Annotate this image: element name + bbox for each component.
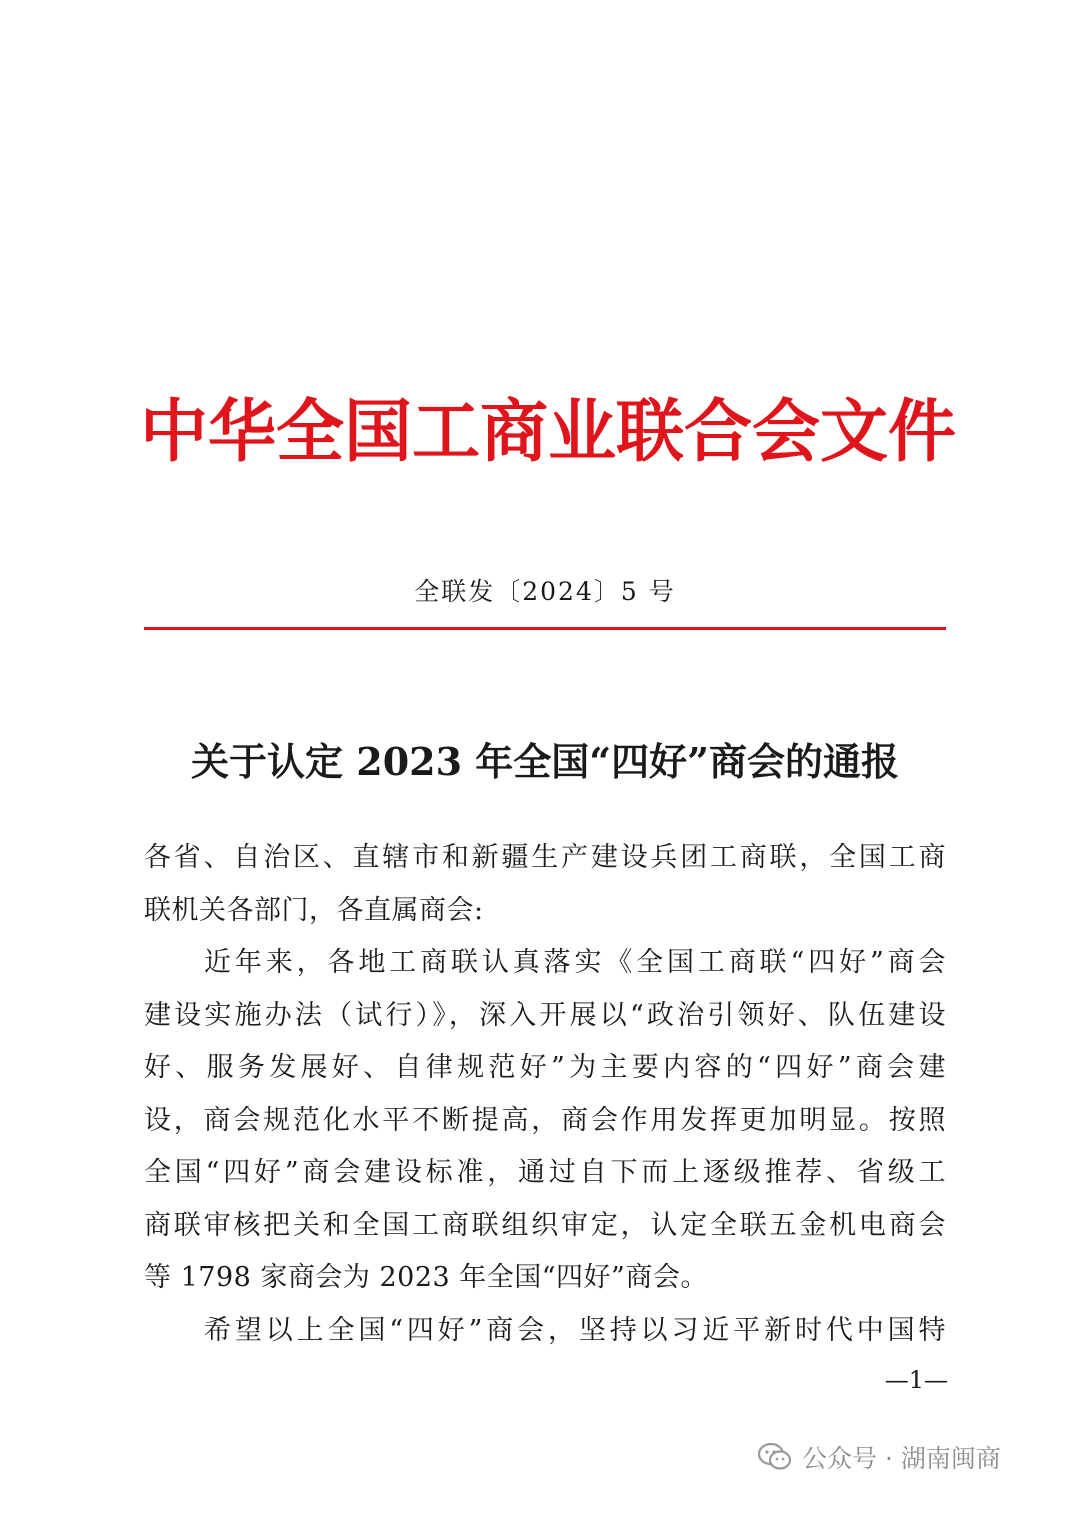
- body-line: 等 1798 家商会为 2023 年全国“四好”商会。: [144, 1262, 708, 1293]
- body-line: 希望以上全国“四好”商会，坚持以习近平新时代中国特: [204, 1314, 946, 1346]
- body-line: 好、服务发展好、自律规范好”为主要内容的“四好”商会建: [144, 1052, 946, 1083]
- wechat-icon: [758, 1442, 792, 1472]
- watermark: [758, 1432, 1001, 1482]
- watermark-text: 公众号 · 湖南闽商: [802, 1444, 1001, 1473]
- document-header-title: 中华全国工商业联合会文件: [140, 393, 957, 472]
- body-line: 全国“四好”商会建设标准，通过自下而上逐级推荐、省级工: [144, 1157, 946, 1188]
- body-line: 建设实施办法（试行）》，深入开展以“政治引领好、队伍建设: [144, 999, 946, 1031]
- body-line: 联机关各部门，各直属商会:: [144, 894, 484, 926]
- body-line: 近年来，各地工商联认真落实《全国工商联“四好”商会: [204, 947, 946, 978]
- page-number: —1—: [884, 1366, 948, 1394]
- body-line: 设，商会规范化水平不断提高，商会作用发挥更加明显。按照: [144, 1104, 946, 1136]
- body-line: 商联审核把关和全国工商联组织审定，认定全联五金机电商会: [144, 1209, 946, 1241]
- red-divider-line: [144, 627, 946, 630]
- body-text: [144, 832, 946, 1357]
- notice-title: 关于认定 2023 年全国“四好”商会的通报: [191, 739, 899, 784]
- document-number: 全联发〔2024〕5 号: [414, 577, 676, 606]
- body-line: 各省、自治区、直辖市和新疆生产建设兵团工商联，全国工商: [144, 842, 946, 873]
